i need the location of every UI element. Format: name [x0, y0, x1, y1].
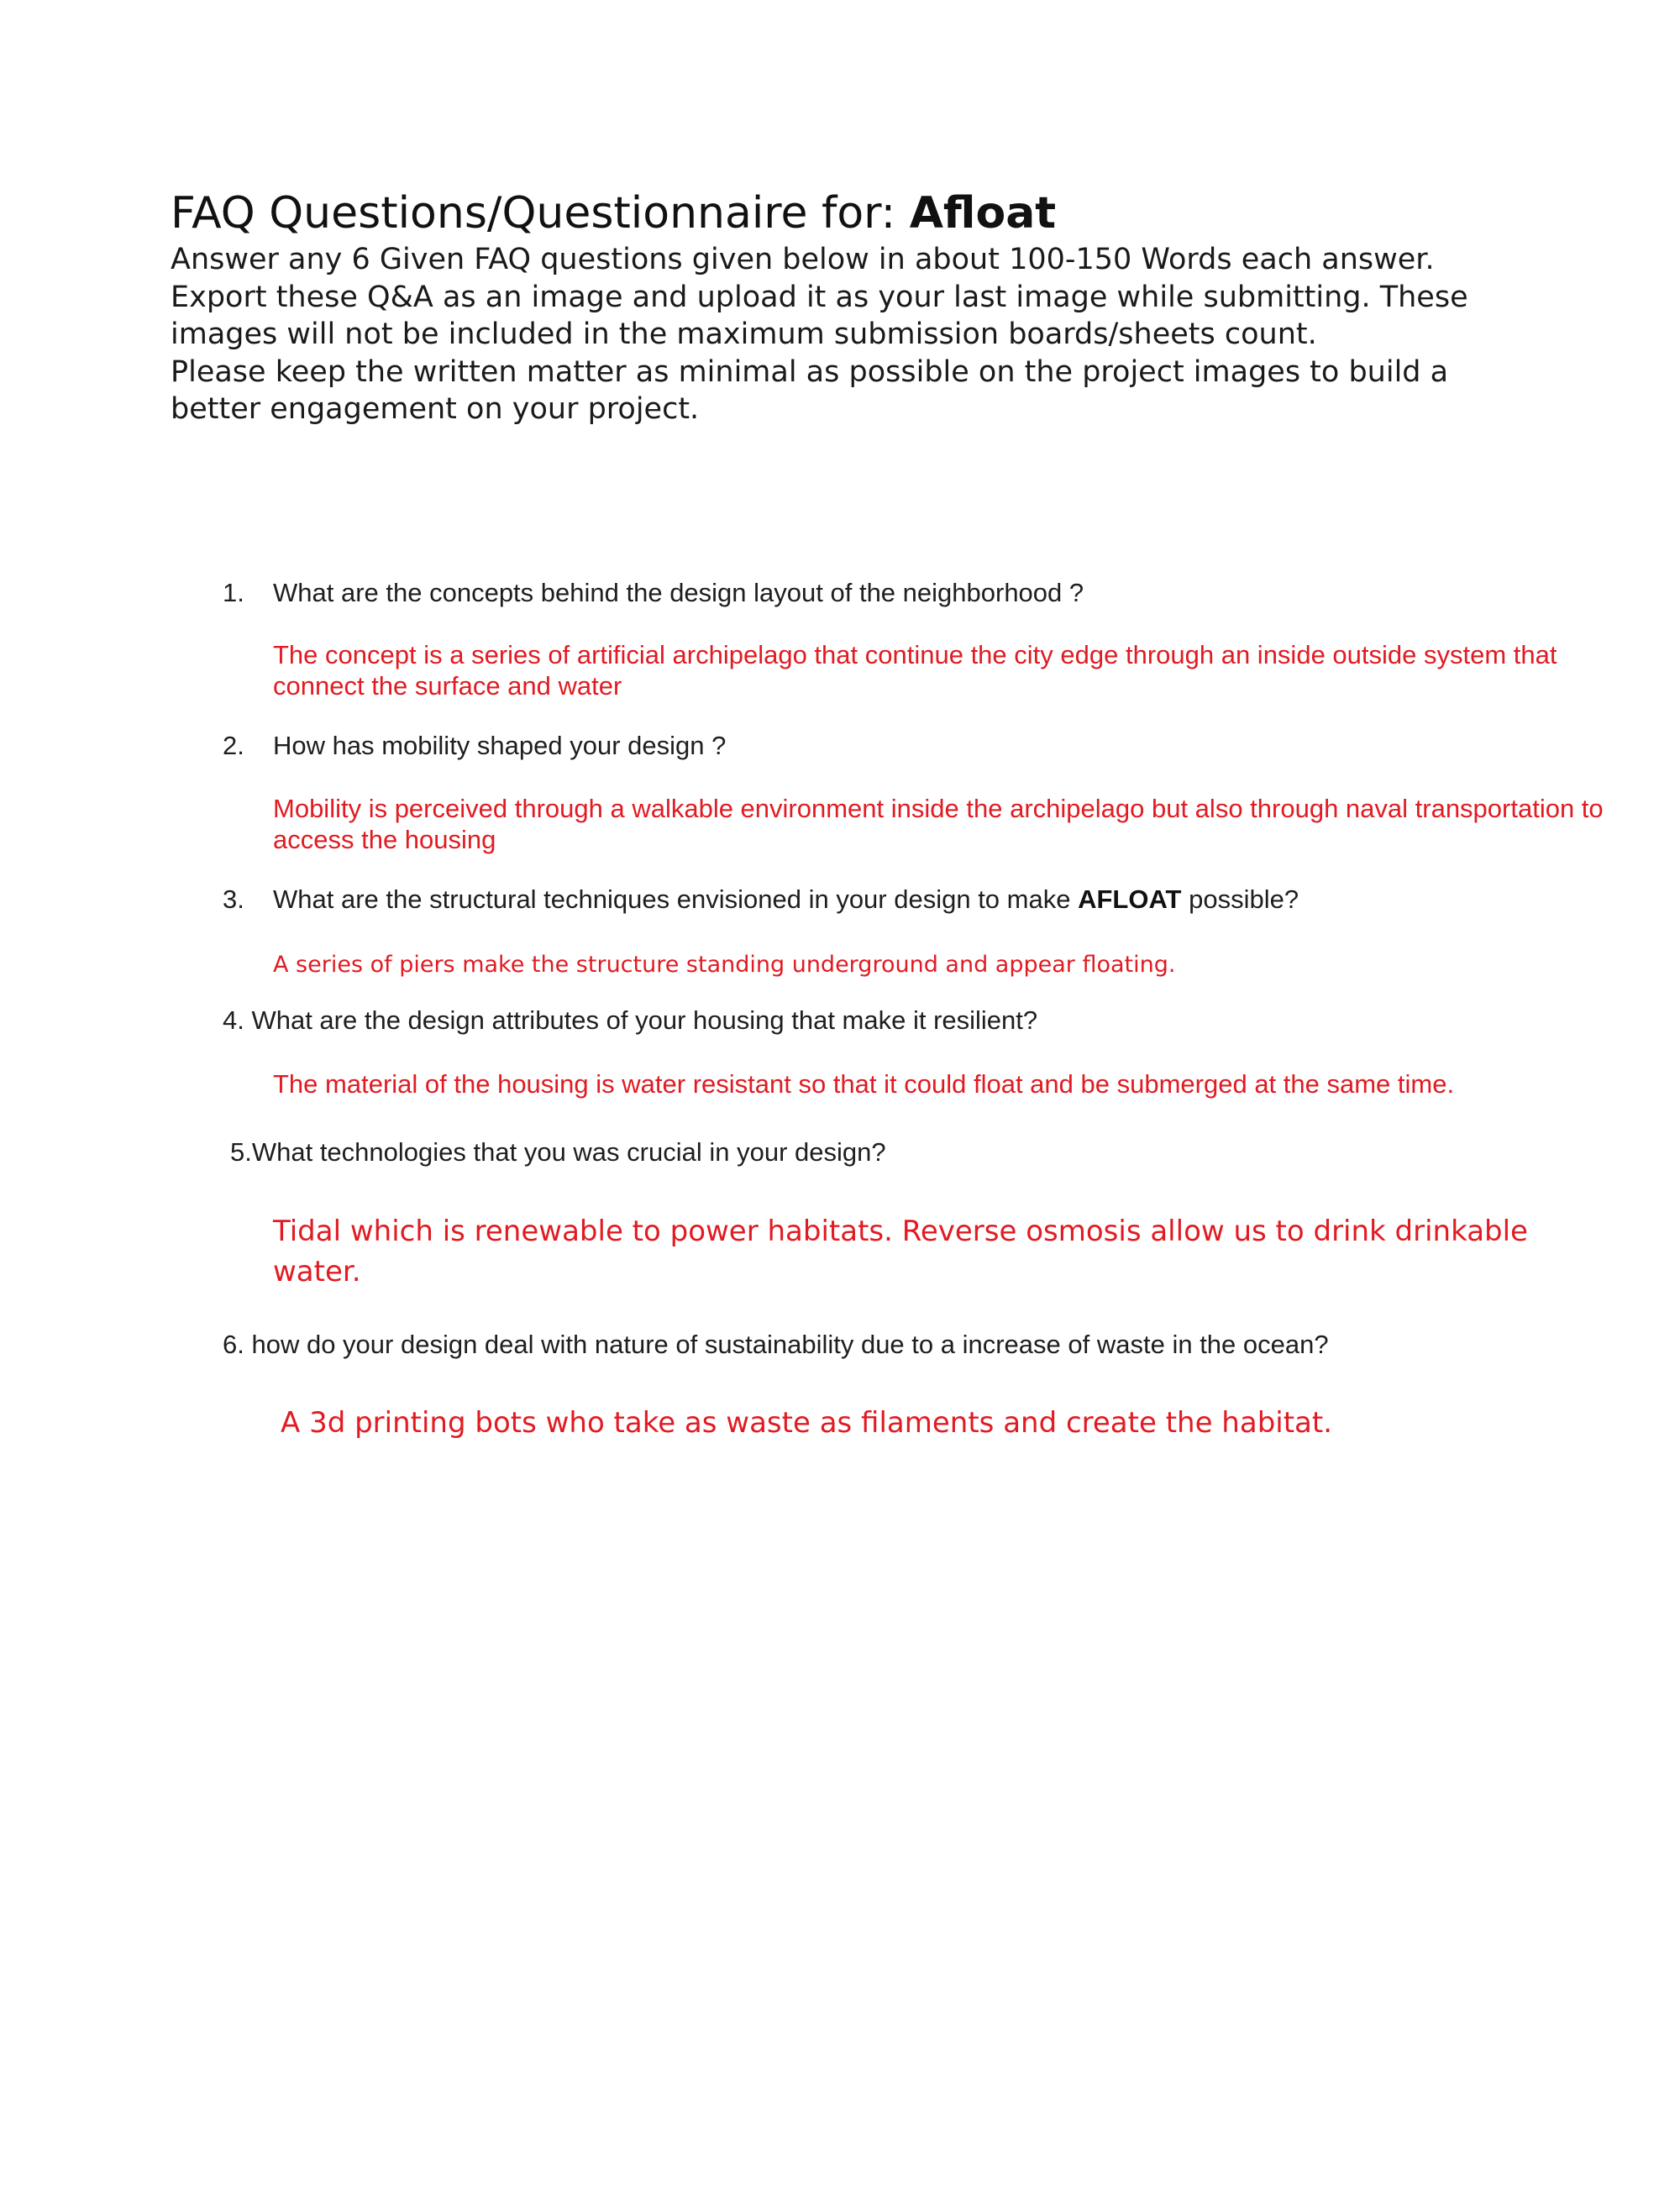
question-text: How has mobility shaped your design ?	[273, 731, 727, 760]
title-prefix: FAQ Questions/Questionnaire for:	[171, 188, 910, 239]
faq-answer-3: A series of piers make the structure standing underground and appear floating.	[273, 952, 1176, 978]
instructions	[171, 241, 1515, 428]
instructions-paragraph-2: Please keep the written matter as minimal as possible on the project images to build a better engagement on your project.	[171, 354, 1449, 426]
faq-answer-1: The concept is a series of artificial archipelago that continue the city edge through an inside outside system that connect the surface and water	[273, 640, 1557, 701]
question-text: What are the concepts behind the design layout of the neighborhood ?	[273, 578, 1084, 607]
faq-answer-2: Mobility is perceived through a walkable environment inside the archipelago but also through naval transportation to access the housing	[273, 794, 1604, 854]
faq-question-6: 6. how do your design deal with nature of sustainability due to a increase of waste in the ocean?	[223, 1330, 1329, 1359]
page-title	[171, 186, 1056, 240]
question-project-name: AFLOAT	[1078, 884, 1182, 914]
faq-question-5: 5.What technologies that you was crucial in your design?	[230, 1137, 886, 1167]
question-text	[273, 883, 1299, 916]
instructions-paragraph-1: Answer any 6 Given FAQ questions given below in about 100-150 Words each answer. Export these Q&A as an image and upload it as your last image while submitting. These images will not be included in the maximum submission boards/sheets count.	[171, 243, 1468, 351]
title-project-name: Afloat	[909, 188, 1057, 239]
faq-answer-4: The material of the housing is water resistant so that it could float and be submerged at the same time.	[273, 1069, 1455, 1099]
question-number: 3.	[223, 884, 244, 914]
faq-question-4: 4. What are the design attributes of your housing that make it resilient?	[223, 1005, 1038, 1035]
question-number: 2.	[223, 731, 244, 760]
faq-answer-5: Tidal which is renewable to power habitats. Reverse osmosis allow us to drink drinkable water.	[273, 1215, 1528, 1288]
faq-answer-6: A 3d printing bots who take as waste as filaments and create the habitat.	[281, 1406, 1333, 1440]
question-text-start: What are the structural techniques envisioned in your design to make	[273, 884, 1079, 914]
question-number: 1.	[223, 578, 244, 607]
question-text-end: possible?	[1181, 884, 1299, 914]
